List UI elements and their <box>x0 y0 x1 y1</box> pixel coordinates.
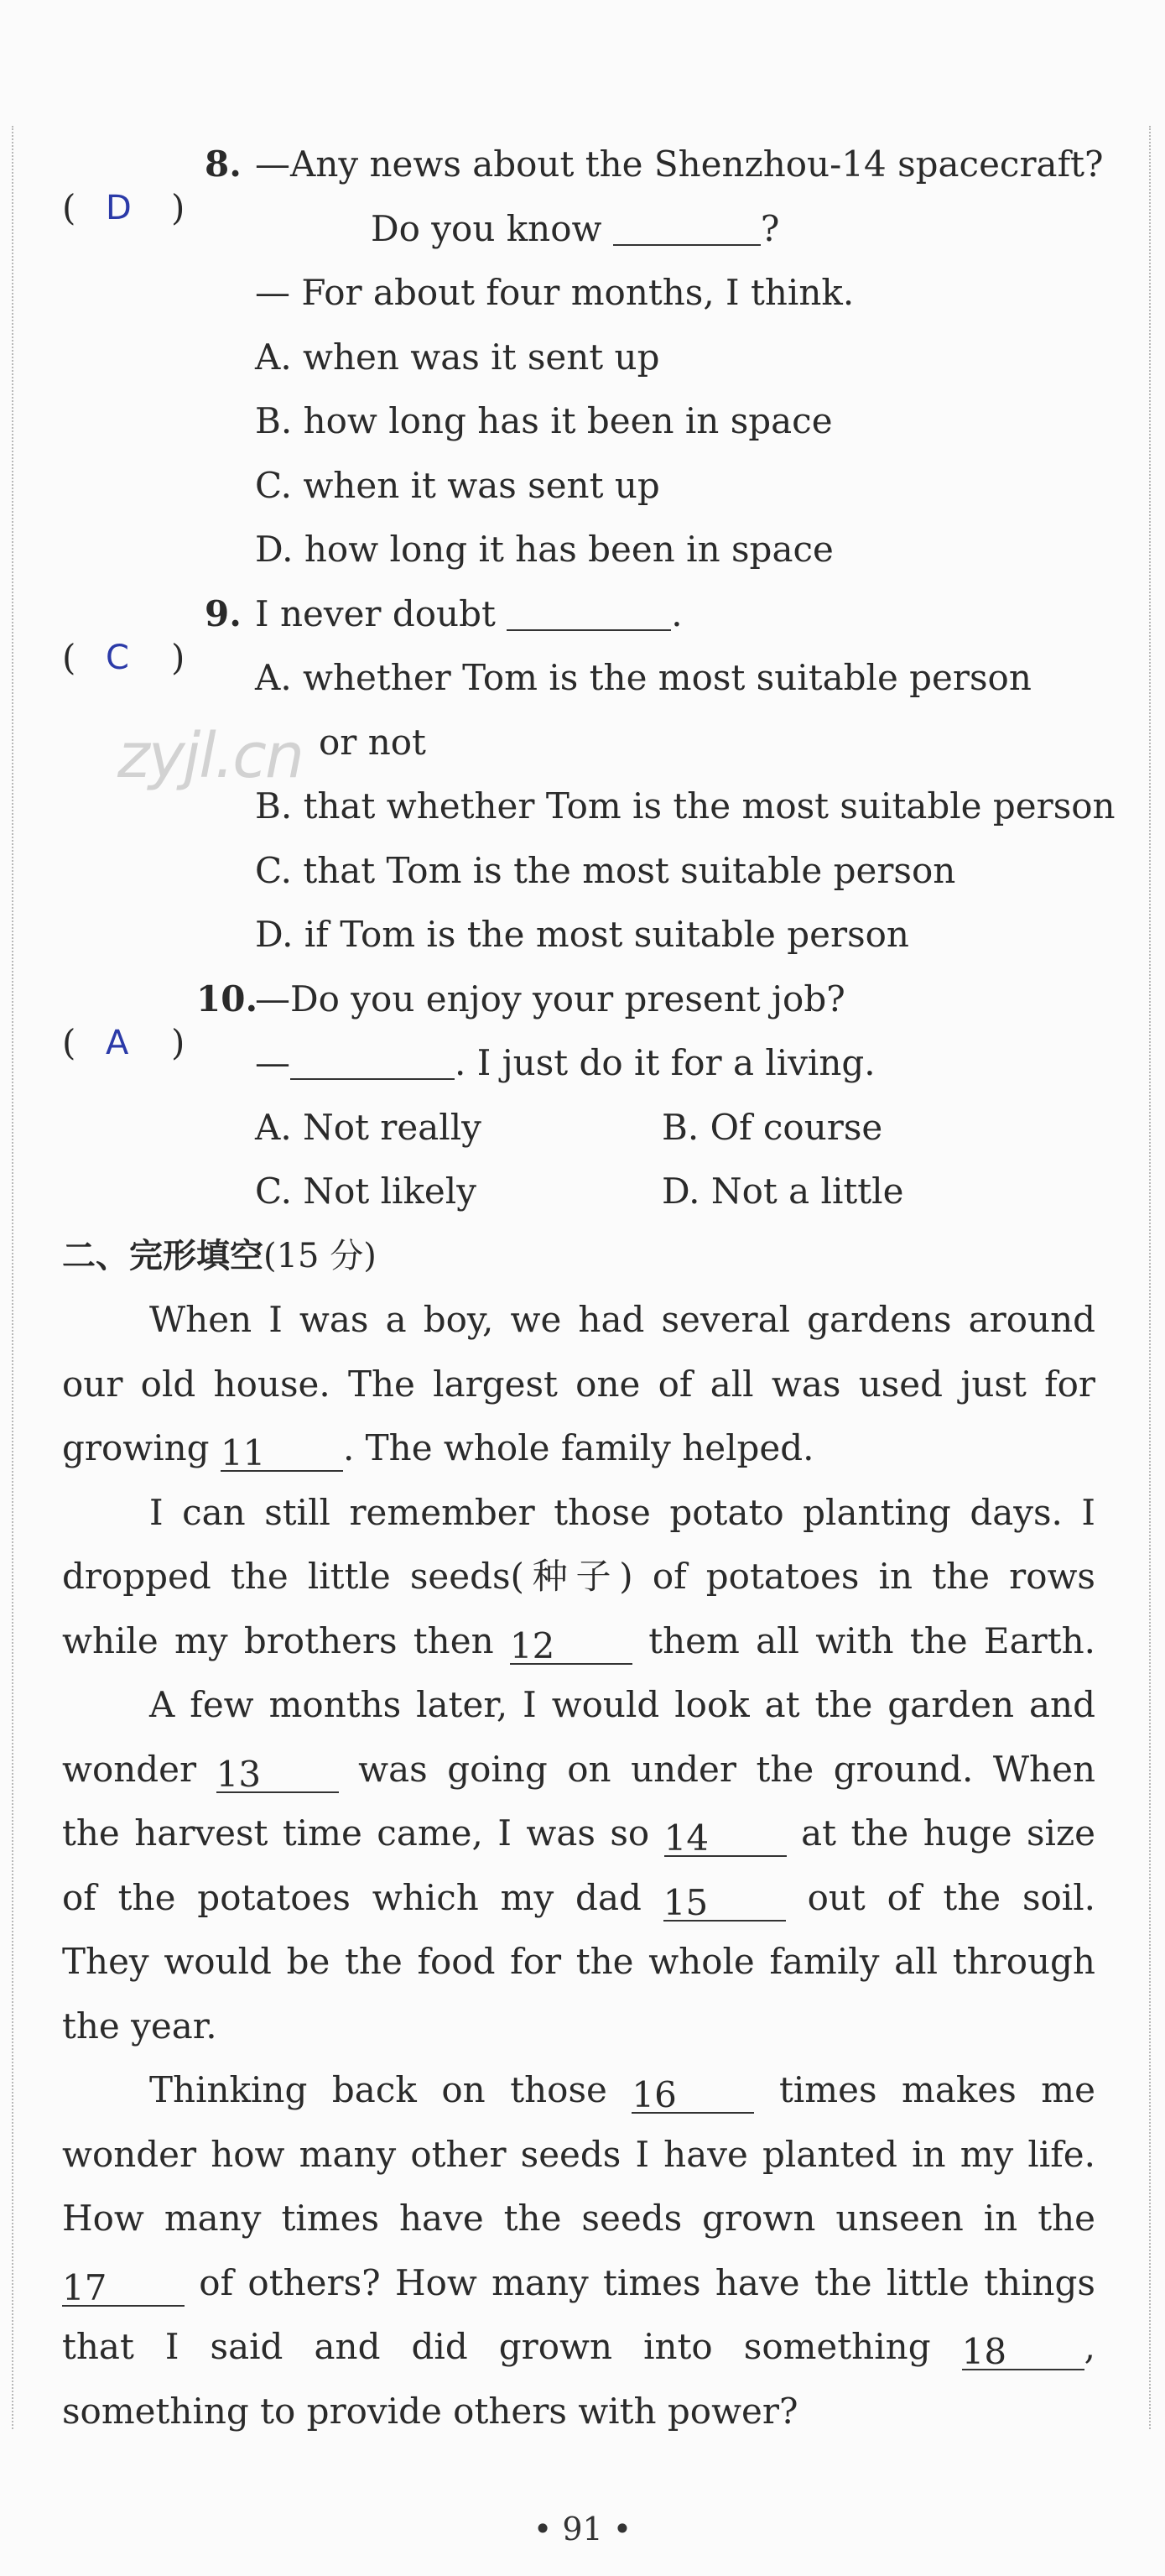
question-8-stem-line2 <box>62 197 1095 262</box>
question-number: 10. <box>196 978 258 1019</box>
passage-text: while my brothers then <box>62 1619 494 1661</box>
option: B. that whether Tom is the most suitable person <box>255 785 1116 827</box>
question-text: —Do you enjoy your present job? <box>255 978 845 1019</box>
passage-text: that I said and did grown into something <box>62 2326 931 2367</box>
option: A. whether Tom is the most suitable person <box>255 657 1032 698</box>
option: D. Not a little <box>662 1171 904 1212</box>
passage-line: something to provide others with power? <box>62 2390 798 2432</box>
question-text: —Any news about the Shenzhou-14 spacecraft? <box>255 143 1104 185</box>
option: D. if Tom is the most suitable person <box>255 914 909 955</box>
passage-text: . The whole family helped. <box>342 1427 814 1468</box>
right-margin-line <box>1149 126 1151 2429</box>
left-margin-line <box>12 126 13 2429</box>
question-10-stem-line2 <box>62 1031 1095 1096</box>
passage-text: was going on under the ground. When <box>358 1748 1095 1790</box>
passage-text: at the huge size <box>801 1812 1095 1854</box>
passage-text: the harvest time came, I was so <box>62 1812 650 1854</box>
answer-blank <box>507 592 671 631</box>
cloze-blank-15[interactable]: 15 <box>663 1883 786 1922</box>
passage-line <box>62 1802 1095 1866</box>
option: B. how long has it been in space <box>255 400 833 441</box>
option: C. Not likely <box>255 1171 476 1212</box>
question-8-stem: ( D ) 8. —Any news about the Shenzhou-14 spacecraft? <box>62 133 1095 197</box>
cloze-blank-13[interactable]: 13 <box>216 1755 339 1793</box>
question-text: . I just do it for a living. <box>455 1042 876 1083</box>
cloze-blank-16[interactable]: 16 <box>632 2075 754 2114</box>
cloze-blank-11[interactable]: 11 <box>221 1433 343 1472</box>
passage-text: out of the soil. <box>807 1876 1096 1918</box>
passage-text: , <box>1084 2326 1095 2367</box>
page-number: • 91 • <box>533 2511 632 2547</box>
question-text: . <box>671 592 683 634</box>
option: A. Not really <box>255 1106 481 1148</box>
section-score: (15 分) <box>263 1236 377 1275</box>
passage-line <box>62 1416 1095 1481</box>
cloze-blank-14[interactable]: 14 <box>664 1818 787 1857</box>
option: D. how long it has been in space <box>255 529 834 570</box>
passage-line <box>62 1866 1095 1931</box>
option-row <box>62 1096 1095 1160</box>
question-text: ? <box>760 207 780 249</box>
answer-mark: D <box>106 189 132 227</box>
option-continuation: or not <box>319 721 426 763</box>
passage-line: How many times have the seeds grown unseen in the <box>62 2198 1095 2239</box>
watermark: zyjl.cn <box>117 720 303 792</box>
passage-text: them all with the Earth. <box>648 1619 1095 1661</box>
question-10-stem: ( A ) 10.—Do you enjoy your present job? <box>62 967 1095 1032</box>
option-row <box>62 1160 1095 1224</box>
answer-mark: C <box>106 638 129 677</box>
passage-text: times makes me <box>778 2069 1095 2110</box>
passage-line <box>62 2315 1095 2380</box>
passage-line: When I was a boy, we had several gardens around <box>149 1299 1095 1340</box>
passage-line <box>62 2251 1095 2316</box>
option: C. that Tom is the most suitable person <box>255 849 956 891</box>
cloze-blank-12[interactable]: 12 <box>510 1626 632 1665</box>
question-text: Do you know <box>371 207 602 249</box>
passage-text: Thinking back on those <box>149 2069 607 2110</box>
answer-mark: A <box>106 1023 129 1062</box>
passage-text: wonder <box>62 1748 197 1790</box>
passage-line: dropped the little seeds(种子) of potatoes in the rows <box>62 1556 1095 1597</box>
passage-line: They would be the food for the whole family all through <box>62 1941 1095 1982</box>
cloze-blank-17[interactable]: 17 <box>62 2268 185 2307</box>
question-number: 8. <box>205 143 242 185</box>
passage-line <box>62 1609 1095 1674</box>
question-8-stem-line3: — For about four months, I think. <box>255 272 855 313</box>
section-heading <box>62 1224 1095 1289</box>
cloze-blank-18[interactable]: 18 <box>962 2332 1084 2370</box>
section-title: 二、完形填空 <box>62 1236 263 1275</box>
passage-line: I can still remember those potato planting days. I <box>149 1491 1095 1533</box>
option: C. when it was sent up <box>255 464 660 506</box>
passage-line: our old house. The largest one of all was used just for <box>62 1363 1095 1405</box>
passage-text: growing <box>62 1427 210 1468</box>
answer-blank <box>613 207 761 246</box>
exercise-content <box>62 133 1116 2443</box>
answer-blank <box>290 1041 455 1080</box>
passage-line: wonder how many other seeds I have planted in my life. <box>62 2133 1095 2175</box>
passage-text: of the potatoes which my dad <box>62 1876 642 1918</box>
question-text: I never doubt <box>255 592 496 634</box>
passage-line: the year. <box>62 2005 217 2047</box>
passage-text: of others? How many times have the little things <box>199 2261 1095 2303</box>
question-9-stem: ( C ) 9. I never doubt . <box>62 582 1095 647</box>
option: B. Of course <box>662 1106 883 1148</box>
passage-line: A few months later, I would look at the garden and <box>149 1684 1095 1725</box>
question-text: — <box>255 1042 290 1083</box>
passage-line <box>62 2058 1095 2123</box>
option: A. when was it sent up <box>255 336 660 378</box>
question-number: 9. <box>205 592 242 634</box>
passage-line <box>62 1738 1095 1802</box>
